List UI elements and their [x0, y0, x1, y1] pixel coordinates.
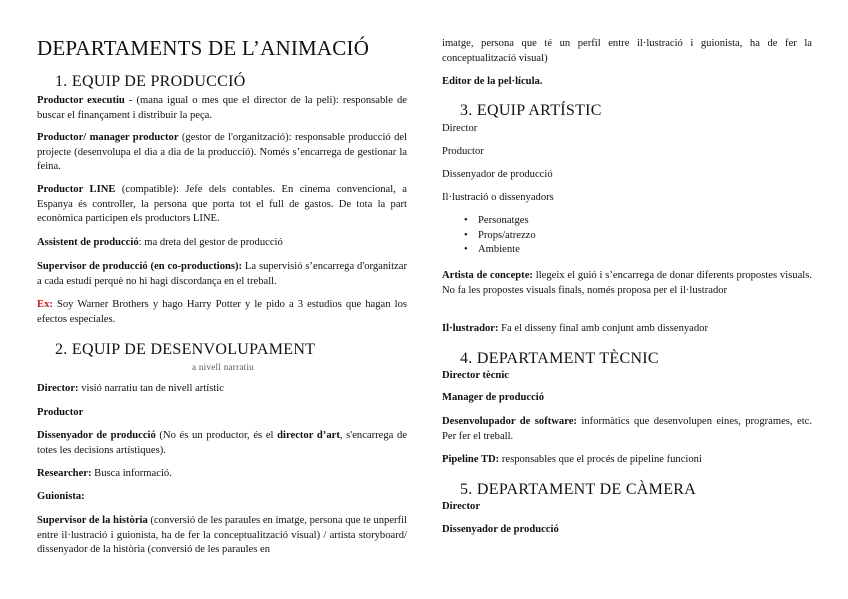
term: director d’art: [277, 430, 340, 441]
para-productor-line: [37, 183, 407, 227]
text: (gestor de l'organització): responsable producció del projecte (desenvolupa el dia a dia de la producció). Només s’encarrega de gestionar la feina.: [37, 132, 408, 173]
section-heading-produccio: 1. EQUIP DE PRODUCCIÓ: [55, 73, 246, 90]
section-subtitle: a nivell narratiu: [192, 362, 255, 372]
term: Artista de concepte:: [442, 270, 533, 281]
text: responsables que el procés de pipeline funcioni: [499, 454, 702, 465]
line-director: Director: [442, 123, 478, 134]
list-item: • Props/atrezzo: [478, 229, 778, 244]
text: visió narratiu tan de nivell artístic: [78, 383, 224, 394]
text: Fa el disseny final amb conjunt amb dissenyador: [498, 323, 708, 334]
text: : ma dreta del gestor de producció: [138, 237, 283, 248]
line-director-tecnic: [442, 369, 812, 384]
line-dissenyador: Dissenyador de producció: [442, 169, 553, 180]
para-example: [37, 298, 407, 327]
term: Dissenyador de producció: [37, 430, 156, 441]
term: Director: [442, 501, 481, 512]
term: Productor LINE: [37, 184, 116, 195]
para-assistent-produccio: [37, 236, 407, 251]
para-supervisor-historia: [37, 514, 407, 558]
artistic-list: [478, 214, 778, 258]
term: Productor executiu: [37, 95, 125, 106]
term: Pipeline TD:: [442, 454, 500, 465]
term: Director:: [37, 383, 79, 394]
list-item: • Ambiente: [478, 243, 778, 258]
para-supervisor-produccio: [37, 260, 407, 289]
example-label: Ex:: [37, 299, 53, 310]
section-heading-artistic: 3. EQUIP ARTÍSTIC: [460, 102, 602, 119]
term: Supervisor de la història: [37, 515, 148, 526]
para-artista-concepte: [442, 269, 812, 298]
line-manager-produccio: [442, 391, 812, 406]
section-heading-camera: 5. DEPARTAMENT DE CÀMERA: [460, 481, 697, 498]
term: Editor de la pel·lícula.: [442, 76, 543, 87]
term: Supervisor de producció (en co-productions):: [37, 261, 243, 272]
para-researcher: [37, 467, 407, 482]
page-title: DEPARTAMENTS DE L’ANIMACIÓ: [37, 36, 370, 60]
text: Soy Warner Brothers y hago Harry Potter y le pido a 3 estudios que hagan los efectos especiales.: [37, 299, 407, 325]
text: , s'encarrega de totes les decisions artístiques).: [37, 430, 408, 456]
para-pipeline-td: [442, 453, 812, 468]
term: Assistent de producció: [37, 237, 139, 248]
list-item: • Personatges: [478, 214, 778, 229]
para-manager-productor: [37, 131, 407, 175]
term: Director tècnic: [442, 370, 509, 381]
para-illustrador: [442, 322, 812, 337]
line-dissenyador-camera: [442, 523, 812, 538]
term: Researcher:: [37, 468, 92, 479]
line-productor: Productor: [442, 146, 484, 157]
text: informàtics que desenvolupen eines, programes, etc. Per fer el treball.: [442, 416, 812, 442]
term: Dissenyador de producció: [442, 524, 559, 535]
para-director: [37, 382, 407, 397]
text: Busca informació.: [91, 468, 172, 479]
line-director-camera: [442, 500, 812, 515]
para-productor-executiu: [37, 94, 407, 123]
para-productor: [37, 406, 407, 421]
text: (No és un productor, és el: [155, 430, 278, 441]
text: - (mana igual o mes que el director de la peli): responsable de buscar el finançament i distribuir la peça.: [37, 95, 407, 121]
text: La supervisió s’encarrega d'organitzar a cada estudi perquè no hi hagi discordança en el treball.: [37, 261, 407, 287]
term: Productor/ manager productor: [37, 132, 179, 143]
text: (compatible): Jefe dels contables. En cinema convencional, a Espanya és controller, la persona que porta tot el full de gastos. De tota la part econòmica participen els productors LINE.: [37, 184, 407, 225]
term: Productor: [37, 407, 84, 418]
section-heading-desenvolupament: 2. EQUIP DE DESENVOLUPAMENT: [55, 341, 316, 358]
section-heading-tecnic: 4. DEPARTAMENT TÈCNIC: [460, 350, 659, 367]
line-illustracio: Il·lustració o dissenyadors: [442, 192, 554, 203]
text: llegeix el guió i s’encarrega de donar diferents propostes visuals. No fa les propostes visuals finals, només proposa per el il·lustrador: [442, 270, 812, 296]
term: Manager de producció: [442, 392, 545, 403]
term: Desenvolupador de software:: [442, 416, 577, 427]
term: Il·lustrador:: [442, 323, 499, 334]
para-guionista: [37, 490, 407, 505]
para-continuation: imatge, persona que té un perfil entre il·lustració i guionista, ha de fer la conceptualització visual): [442, 38, 812, 64]
para-editor: [442, 75, 812, 90]
para-desenvolupador-software: [442, 415, 812, 444]
term: Guionista:: [37, 491, 85, 502]
text: (conversió de les paraules en imatge, persona que te unperfil entre il·lustració i guionista, ha de fer la conceptualització visual) / artista storyboard/ dissenyador de la història (conversió de les paraules en: [37, 515, 407, 556]
para-dissenyador-produccio: [37, 429, 407, 458]
